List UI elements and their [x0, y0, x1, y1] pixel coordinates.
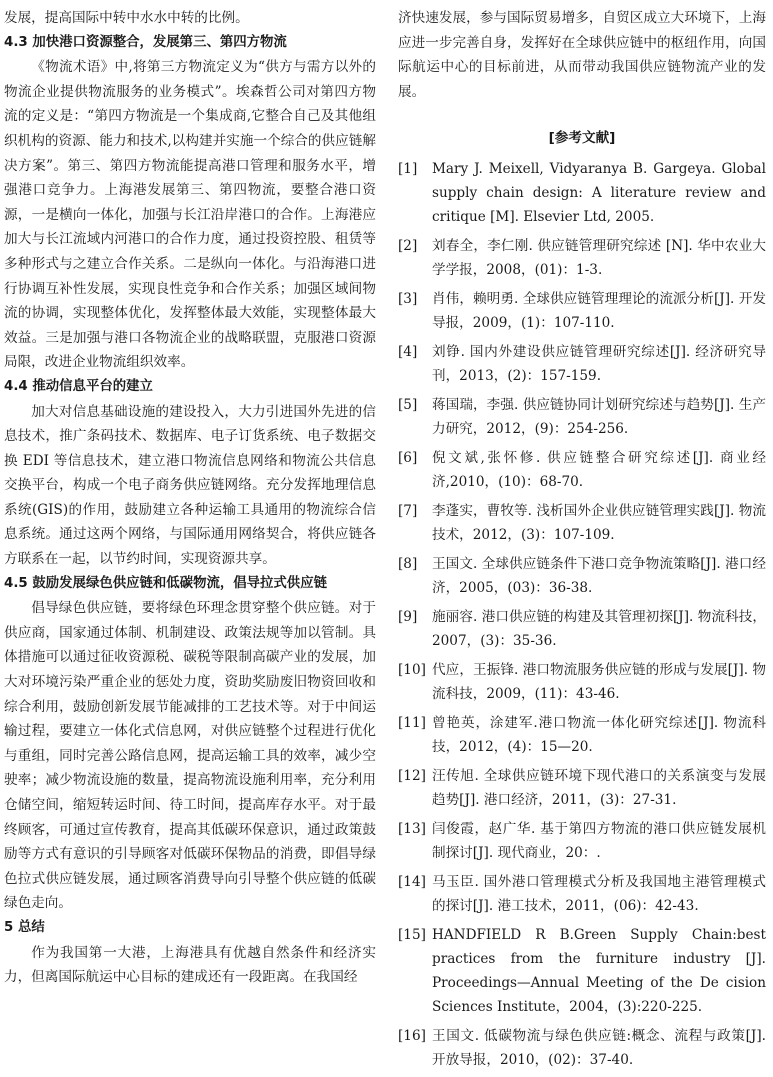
reference-item	[398, 446, 766, 494]
reference-text: Mary J. Meixell, Vidyaranya B. Gargeya. Global supply chain design: A literature review and critique [M]. Elsevier Ltd, 2005.	[432, 160, 766, 225]
reference-item	[398, 711, 766, 759]
reference-item	[398, 552, 766, 600]
reference-text: 代应，王振锋. 港口物流服务供应链的形成与发展[J]. 物流科技，2009，(11)：43-46.	[432, 661, 766, 702]
reference-number: [13]	[398, 820, 426, 837]
reference-number: [11]	[398, 714, 426, 731]
section-heading-4-3: 4.3 加快港口资源整合，发展第三、第四方物流	[4, 34, 287, 50]
reference-item	[398, 287, 766, 335]
reference-text: 蒋国瑞，李强. 供应链协同计划研究综述与趋势[J]. 生产力研究，2012，(9)：254-256.	[432, 396, 766, 437]
reference-item	[398, 1024, 766, 1072]
reference-number: [3]	[398, 290, 418, 307]
reference-item	[398, 340, 766, 388]
reference-number: [16]	[398, 1027, 426, 1044]
reference-number: [9]	[398, 608, 418, 625]
reference-number: [4]	[398, 343, 418, 360]
reference-number: [8]	[398, 555, 418, 572]
paragraph-summary: 作为我国第一大港，上海港具有优越自然条件和经济实力，但离国际航运中心目标的建成还有一段距离。在我国经	[4, 944, 376, 986]
reference-text: 倪文斌,张怀修. 供应链整合研究综述[J]. 商业经济,2010，(10)：68-70.	[432, 449, 766, 490]
reference-number: [5]	[398, 396, 418, 413]
reference-item	[398, 234, 766, 282]
reference-item	[398, 499, 766, 547]
reference-item	[398, 817, 766, 865]
reference-number: [14]	[398, 873, 426, 890]
reference-number: [10]	[398, 661, 426, 678]
paragraph-summary-continued: 济快速发展，参与国际贸易增多，自贸区成立大环境下，上海应进一步完善自身，发挥好在全球供应链中的枢纽作用，向国际航运中心的目标前进，从而带动我国供应链物流产业的发展。	[398, 10, 766, 100]
reference-text: 闫俊霞，赵广华. 基于第四方物流的港口供应链发展机制探讨[J]. 现代商业，20：.	[432, 820, 766, 861]
reference-item	[398, 764, 766, 812]
reference-text: 马玉臣. 国外港口管理模式分析及我国地主港管理模式的探讨[J]. 港工技术，2011，(06)：42-43.	[432, 873, 766, 914]
paragraph-continued: 发展，提高国际中转中水水中转的比例。	[4, 10, 249, 26]
reference-text: 李蓬实，曹牧等. 浅析国外企业供应链管理实践[J]. 物流技术，2012，(3)：107-109.	[432, 502, 766, 543]
reference-number: [1]	[398, 160, 418, 177]
reference-item	[398, 870, 766, 918]
section-heading-4-4: 4.4 推动信息平台的建立	[4, 378, 153, 394]
reference-item	[398, 393, 766, 441]
reference-text: 汪传旭. 全球供应链环境下现代港口的关系演变与发展趋势[J]. 港口经济，2011，(3)：27-31.	[432, 767, 766, 808]
paragraph-information-platform: 加大对信息基础设施的建设投入，大力引进国外先进的信息技术，推广条码技术、数据库、电子订货系统、电子数据交换 EDI 等信息技术，建立港口物流信息网络和物流公共信息交换平台，构成一个电子商务供应链网络。充分发挥地理信息系统(GIS)的作用，鼓励建立各种运输工具通用的物流综合信息系统。通过这两个网络，与国际通用网络契合，将供应链各方联系在一起，以节约时间，实现资源共享。	[4, 403, 376, 568]
reference-text: HANDFIELD R B.Green Supply Chain:best practices from the furniture industry [J]. Proceedings—Annual Meeting of the De cision Sciences Institute，2004，(3):220-225.	[432, 926, 766, 1015]
reference-number: [7]	[398, 502, 418, 519]
reference-text: 王国文. 全球供应链条件下港口竞争物流策略[J]. 港口经济，2005，(03)：36-38.	[432, 555, 766, 596]
paragraph-green-supply-chain: 倡导绿色供应链，要将绿色环理念贯穿整个供应链。对于供应商，国家通过体制、机制建设、政策法规等加以管制。具体措施可以通过征收资源税、碳税等限制高碳产业的发展，加大对环境污染严重企业的惩处力度，资助奖励废旧物资回收和综合利用，鼓励创新发展节能减排的工艺技术等。对于中间运输过程，要建立一体化式信息网，对供应链整个过程进行优化与重组，同时完善公路信息网，提高运输工具的效率，减少空驶率；减少物流设施的数量，提高物流设施利用率，充分利用仓储空间，缩短转运时间、待工时间，提高库存水平。对于最终顾客，可通过宣传教育，提高其低碳环保意识，通过政策鼓励等方式有意识的引导顾客对低碳环保物品的消费，即倡导绿色拉式供应链发展，通过顾客消费导向引导整个供应链的低碳绿色走向。	[4, 600, 376, 912]
reference-item	[398, 605, 766, 653]
reference-number: [2]	[398, 237, 418, 254]
reference-item	[398, 157, 766, 229]
reference-text: 刘春全，李仁刚. 供应链管理研究综述 [N]. 华中农业大学学报，2008，(01)：1-3.	[432, 237, 766, 278]
reference-text: 曾艳英，涂建军.港口物流一体化研究综述[J]. 物流科技，2012，(4)：15—20.	[432, 714, 766, 755]
left-column	[4, 6, 376, 990]
references-list	[398, 157, 766, 1072]
right-column	[398, 6, 766, 1077]
section-heading-4-5: 4.5 鼓励发展绿色供应链和低碳物流，倡导拉式供应链	[4, 575, 327, 591]
reference-item	[398, 658, 766, 706]
section-heading-5: 5 总结	[4, 919, 45, 935]
reference-text: 肖伟，赖明勇. 全球供应链管理理论的流派分析[J]. 开发导报，2009，(1)：107-110.	[432, 290, 766, 331]
reference-number: [12]	[398, 767, 426, 784]
reference-number: [6]	[398, 449, 418, 466]
reference-text: 施丽容. 港口供应链的构建及其管理初探[J]. 物流科技，2007，(3)：35-36.	[432, 608, 766, 649]
reference-text: 王国文. 低碳物流与绿色供应链:概念、流程与政策[J]. 开放导报，2010，(02)：37-40.	[432, 1027, 766, 1068]
reference-text: 刘铮. 国内外建设供应链管理研究综述[J]. 经济研究导刊，2013，(2)：157-159.	[432, 343, 766, 384]
references-title: [参考文献]	[548, 130, 616, 147]
paragraph-third-fourth-party-logistics: 《物流术语》中,将第三方物流定义为“供方与需方以外的物流企业提供物流服务的业务模式”。埃森哲公司对第四方物流的定义是：“第四方物流是一个集成商,它整合自己及其他组织机构的资源、能力和技术,以构建并实施一个综合的供应链解决方案”。第三、第四方物流能提高港口管理和服务水平，增强港口竞争力。上海港发展第三、第四物流，要整合港口资源，一是横向一体化，加强与长江沿岸港口的合作。上海港应加大与长江流域内河港口的合作力度，通过投资控股、租赁等多种形式与之建立合作关系。二是纵向一体化。与沿海港口进行协调互补性发展，实现良性竞争和合作关系；加强区域间物流的协调，实现整体优化，发挥整体最大效能，实现整体最大效益。三是加强与港口各物流企业的战略联盟，克服港口资源局限，改进企业物流组织效率。	[4, 59, 376, 371]
reference-number: [15]	[398, 926, 426, 943]
reference-item	[398, 923, 766, 1019]
